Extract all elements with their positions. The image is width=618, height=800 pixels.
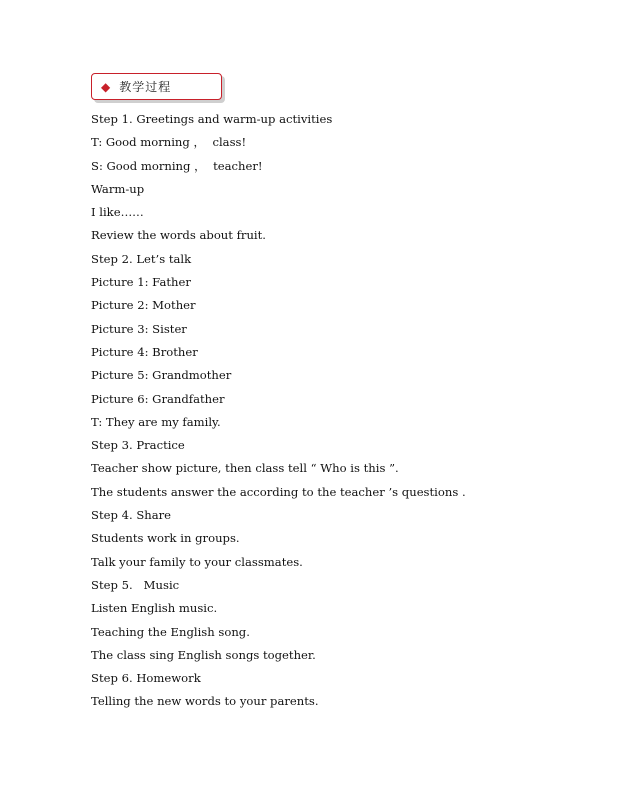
diamond-icon: ◆ <box>101 79 111 94</box>
text-line: Listen English music. <box>91 601 218 616</box>
text-line: Picture 1: Father <box>91 275 191 290</box>
section-header <box>91 73 222 100</box>
text-line: Step 4. Share <box>91 508 172 523</box>
text-line: T: They are my family. <box>91 414 221 429</box>
text-line: Step 3. Practice <box>91 438 185 453</box>
text-line: Step 6. Homework <box>91 671 201 686</box>
text-line: I like…… <box>91 205 144 220</box>
text-line: The students answer the according to the teacher ’s questions . <box>91 484 466 499</box>
text-line: Talk your family to your classmates. <box>91 554 303 569</box>
text-line: The class sing English songs together. <box>91 647 316 662</box>
section-title: 教学过程 <box>119 80 172 94</box>
text-line: Warm-up <box>91 181 145 196</box>
text-line: Step 2. Let’s talk <box>91 251 192 266</box>
text-line: Picture 2: Mother <box>91 298 196 313</box>
lesson-steps <box>91 110 466 716</box>
text-line: Step 1. Greetings and warm-up activities <box>91 112 333 126</box>
text-line: Students work in groups. <box>91 531 240 546</box>
text-line: Picture 5: Grandmother <box>91 368 232 383</box>
text-line: Picture 6: Grandfather <box>91 391 225 406</box>
text-line: Picture 3: Sister <box>91 321 187 336</box>
text-line: T: Good morning ， class! <box>91 135 247 150</box>
text-line: Teacher show picture, then class tell “ Who is this ”. <box>91 461 399 476</box>
text-line: Picture 4: Brother <box>91 344 198 359</box>
text-line: Step 5. Music <box>91 577 180 592</box>
text-line: Teaching the English song. <box>91 624 250 639</box>
text-line: Telling the new words to your parents. <box>91 694 319 709</box>
text-line: S: Good morning ， teacher! <box>91 158 263 173</box>
text-line: Review the words about fruit. <box>91 228 266 243</box>
